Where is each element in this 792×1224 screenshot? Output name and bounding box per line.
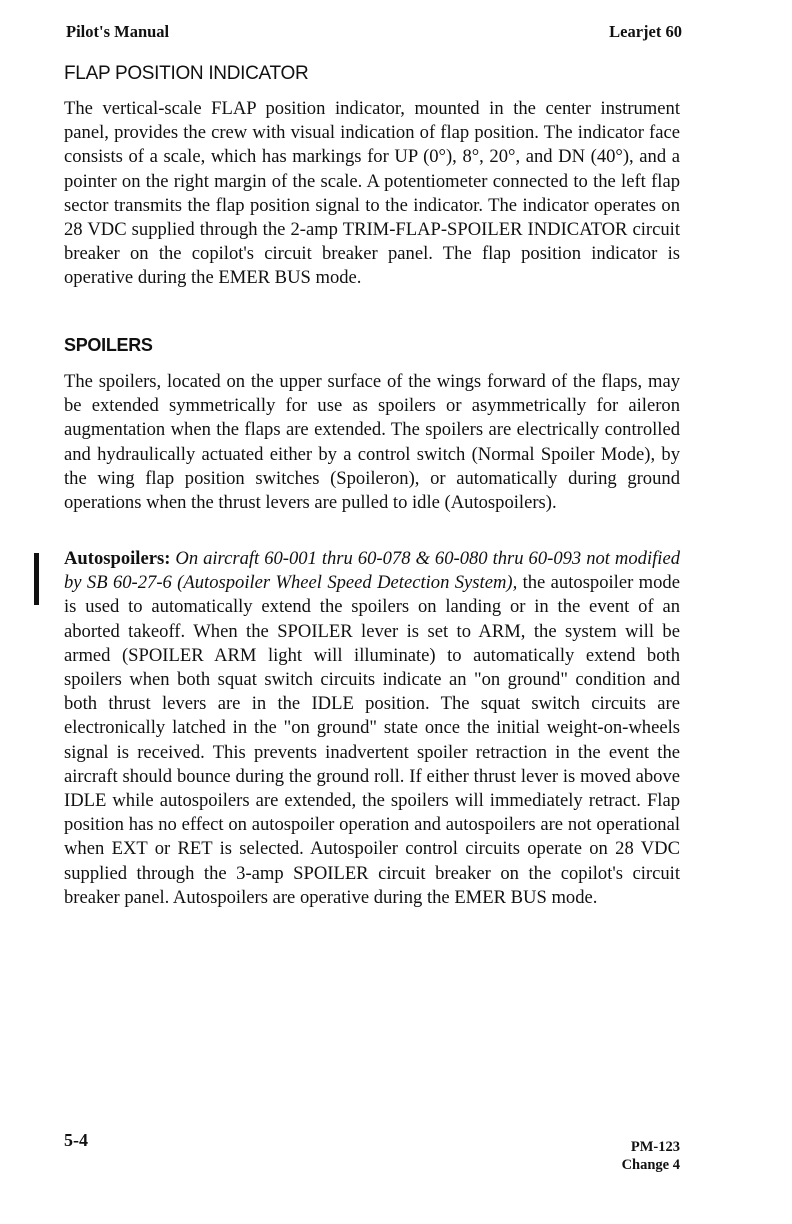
document-id: PM-123 [630,1139,680,1155]
spoilers-paragraph: The spoilers, located on the upper surface of the wings forward of the flaps, may be extended symmetrically for use as spoilers or asymmetrically for aileron augmentation when the flaps are extended. The spoilers are electrically controlled and hydraulically actuated either by a control switch (Normal Spoiler Mode), by the wing flap position switches (Spoileron), or automatically during ground operations when the thrust levers are pulled to idle (Autospoilers). [64,371,680,514]
autospoilers-effectivity: On aircraft 60-001 thru 60-078 & 60-080 thru 60-093 not modified by SB 60-27-6 (Autospoiler Wheel Speed Detection System), [64,548,680,594]
spoilers-heading: SPOILERS [64,335,153,355]
flap-position-indicator-paragraph: The vertical-scale FLAP position indicator, mounted in the center instrument panel, provides the crew with visual indication of flap position. The indicator face consists of a scale, which has markings for UP (0°), 8°, 20°, and DN (40°), and a pointer on the right margin of the scale. A potentiometer connected to the left flap sector transmits the flap position signal to the indicator. The indicator operates on 28 VDC supplied through the 2-amp TRIM-FLAP-SPOILER INDICATOR circuit breaker on the copilot's circuit breaker panel. The flap position indicator is operative during the EMER BUS mode. [64,98,680,289]
document-revision-block [622,1138,680,1174]
autospoilers-paragraph [64,547,680,910]
autospoilers-label: Autospoilers: [64,548,171,569]
page-number: 5-4 [64,1130,88,1150]
autospoilers-body: the autospoiler mode is used to automatically extend the spoilers on landing or in the event of an aborted takeoff. When the SPOILER lever is set to ARM, the system will be armed (SPOILER ARM light will illuminate) to automatically extend both spoilers when both squat switch circuits indicate an "on ground" condition and both thrust levers are in the IDLE position. The squat switch circuits are electronically latched in the "on ground" state once the initial weight-on-wheels signal is received. This prevents inadvertent spoiler retraction in the event the aircraft should bounce during the ground roll. If either thrust lever is moved above IDLE while autospoilers are extended, the spoilers will immediately retract. Flap position has no effect on autospoiler operation and autospoilers are not operational when EXT or RET is selected. Autospoiler control circuits operate on 28 VDC supplied through the 3-amp SPOILER circuit breaker on the copilot's circuit breaker panel. Autospoilers are operative during the EMER BUS mode. [64,572,680,908]
flap-position-indicator-heading: FLAP POSITION INDICATOR [64,63,309,84]
revision-change-bar [34,553,39,605]
running-header-manual-title: Pilot's Manual [66,22,170,41]
change-number: Change 4 [621,1157,680,1173]
running-header-aircraft: Learjet 60 [609,22,682,41]
